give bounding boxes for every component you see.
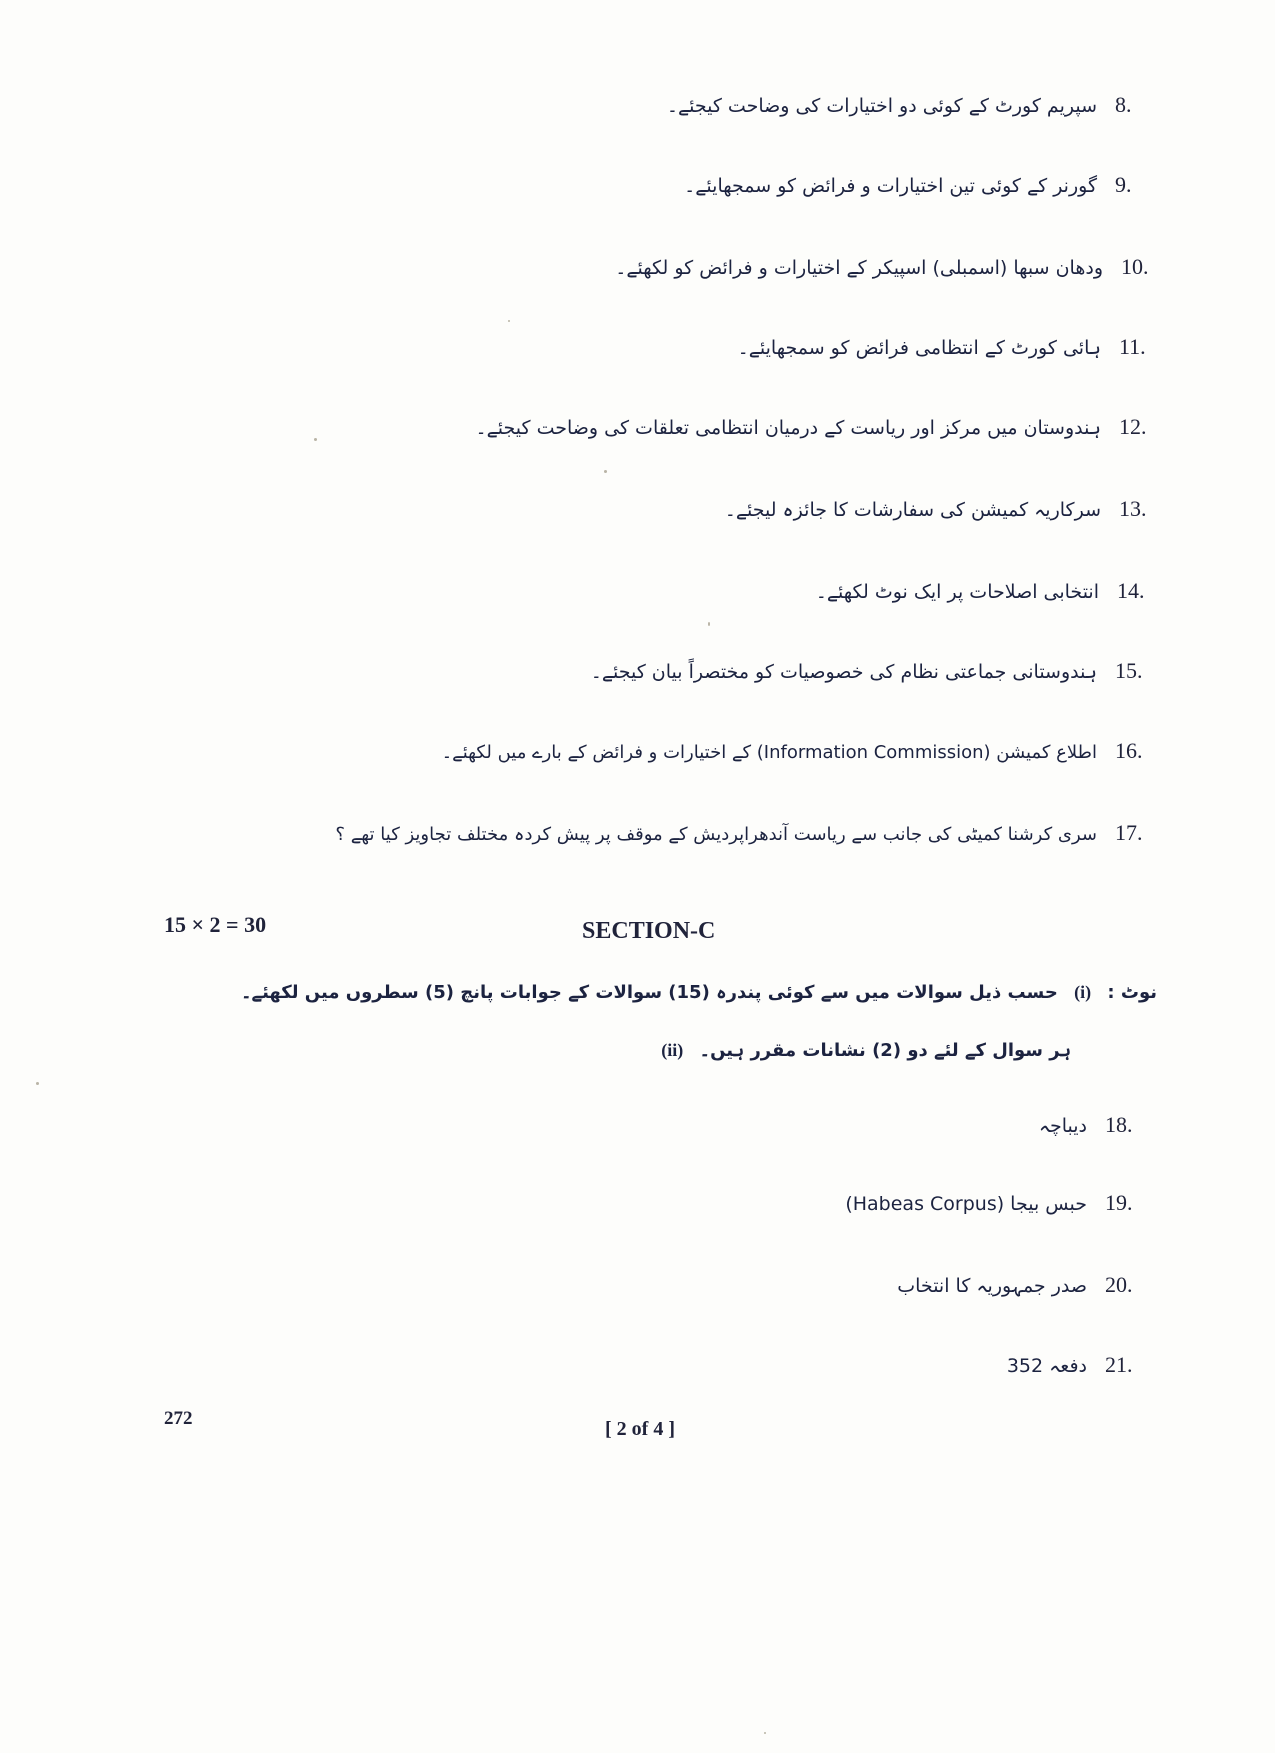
note-marker-ii: (ii) [661, 1040, 684, 1060]
question-17 [335, 820, 1167, 846]
question-number: 21. [1105, 1352, 1133, 1377]
instruction-note-i [241, 982, 1157, 1003]
question-number: 11. [1119, 334, 1146, 359]
question-number: 15. [1115, 658, 1143, 683]
page-indicator: [ 2 of 4 ] [605, 1418, 675, 1440]
question-number: 17. [1115, 820, 1143, 845]
question-13 [725, 496, 1171, 522]
question-number: 9. [1115, 172, 1132, 197]
question-text: ہندوستانی جماعتی نظام کی خصوصیات کو مختصراً بیان کیجئے۔ [590, 661, 1097, 683]
question-text: سری کرشنا کمیٹی کی جانب سے ریاست آندھراپردیش کے موقف پر پیش کردہ مختلف تجاویز کیا تھے ؟ [335, 824, 1097, 845]
instruction-note-ii [651, 1040, 1071, 1061]
question-text: اطلاع کمیشن (Information Commission) کے اختیارات و فرائض کے بارے میں لکھئے۔ [441, 742, 1097, 763]
scan-speck [764, 1732, 766, 1734]
scan-speck [508, 320, 510, 322]
section-marks: 15 × 2 = 30 [164, 912, 267, 937]
question-number: 20. [1105, 1272, 1133, 1297]
question-11 [738, 334, 1171, 360]
note-text-i: حسب ذیل سوالات میں سے کوئی پندرہ (15) سوالات کے جوابات پانچ (5) سطروں میں لکھئے۔ [240, 982, 1058, 1003]
question-text: صدر جمہوریہ کا انتخاب [897, 1275, 1087, 1297]
scan-speck [36, 1082, 39, 1085]
question-number: 13. [1119, 496, 1147, 521]
question-number: 19. [1105, 1190, 1133, 1215]
question-number: 16. [1115, 738, 1143, 763]
question-8 [667, 92, 1167, 118]
question-14 [816, 578, 1169, 604]
question-20 [897, 1272, 1157, 1298]
question-text: ہائی کورٹ کے انتظامی فرائض کو سمجھایئے۔ [737, 337, 1101, 359]
scan-speck [708, 622, 710, 626]
question-number: 18. [1105, 1112, 1133, 1137]
question-text: انتخابی اصلاحات پر ایک نوٹ لکھئے۔ [815, 581, 1099, 603]
question-text: ودھان سبھا (اسمبلی) اسپیکر کے اختیارات و فرائض کو لکھئے۔ [615, 257, 1103, 279]
question-text: سپریم کورٹ کے کوئی دو اختیارات کی وضاحت کیجئے۔ [666, 95, 1097, 117]
paper-code: 272 [164, 1408, 193, 1429]
scan-speck [604, 470, 607, 473]
question-text: گورنر کے کوئی تین اختیارات و فرائض کو سمجھایئے۔ [684, 175, 1097, 197]
note-text-ii: ہر سوال کے لئے دو (2) نشانات مقرر ہیں۔ [699, 1040, 1071, 1061]
question-number: 14. [1117, 578, 1145, 603]
question-15 [591, 658, 1167, 684]
question-16 [442, 738, 1167, 764]
question-10 [615, 254, 1173, 280]
question-21 [1007, 1352, 1157, 1378]
scan-speck [314, 438, 317, 441]
question-text: حبس بیجا (Habeas Corpus) [845, 1193, 1087, 1215]
question-text: ہندوستان میں مرکز اور ریاست کے درمیان انتظامی تعلقات کی وضاحت کیجئے۔ [475, 417, 1101, 439]
note-marker-i: (i) [1074, 982, 1092, 1002]
question-text: سرکاریہ کمیشن کی سفارشات کا جائزہ لیجئے۔ [724, 499, 1101, 521]
section-title: SECTION-C [582, 918, 716, 944]
question-text: دفعہ 352 [1006, 1355, 1087, 1377]
question-number: 10. [1121, 254, 1149, 279]
question-9 [684, 172, 1167, 198]
question-number: 8. [1115, 92, 1132, 117]
question-19 [845, 1190, 1157, 1216]
question-text: دیباچہ [1038, 1115, 1087, 1137]
question-12 [476, 414, 1171, 440]
note-label: نوٹ : [1107, 982, 1157, 1003]
question-18 [1039, 1112, 1157, 1138]
question-number: 12. [1119, 414, 1147, 439]
